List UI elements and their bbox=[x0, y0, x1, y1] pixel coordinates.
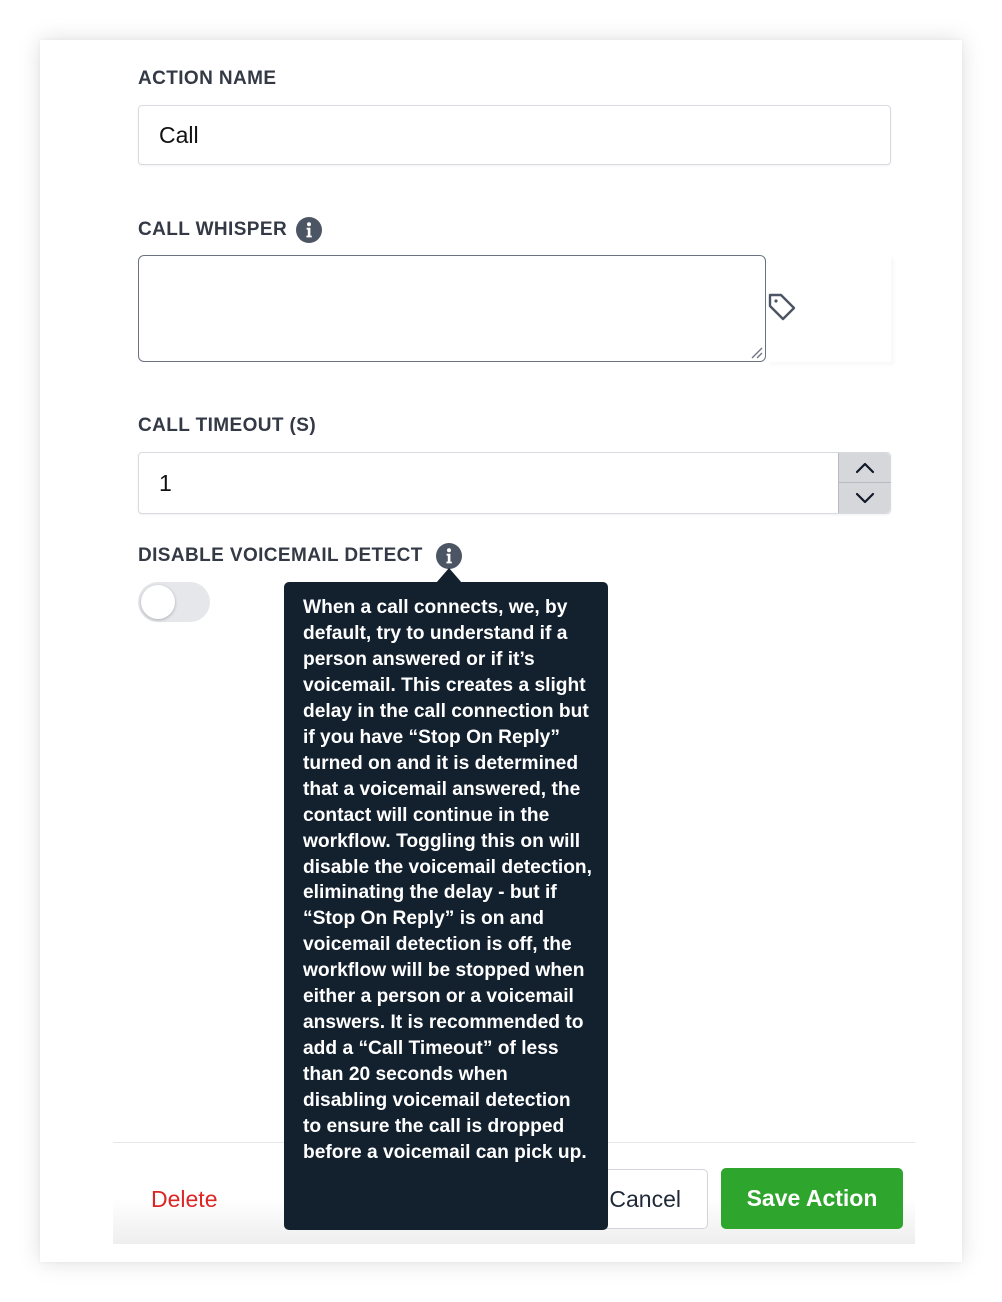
delete-button[interactable]: Delete bbox=[151, 1186, 218, 1212]
number-stepper bbox=[838, 453, 890, 513]
disable-voicemail-detect-label: DISABLE VOICEMAIL DETECT bbox=[138, 545, 423, 566]
stepper-down-button[interactable] bbox=[839, 483, 891, 513]
call-timeout-value: 1 bbox=[159, 470, 172, 496]
tag-icon[interactable] bbox=[766, 291, 798, 323]
chevron-up-icon bbox=[855, 462, 875, 474]
merge-tag-area bbox=[766, 255, 891, 362]
disable-voicemail-detect-toggle[interactable] bbox=[138, 582, 210, 622]
voicemail-detect-tooltip: When a call connects, we, by default, try to understand if a person answered or if it’s voicemail. This creates a slight delay in the call connection but if you have “Stop On Reply” turned on and it is determined that a voicemail answered, the contact will continue in the workflow. Toggling this on will disable the voicemail detection, eliminating the delay - but if “Stop On Reply” is on and voicemail detection is off, the workflow will be stopped when either a person or a voicemail answers. It is recommended to add a “Call Timeout” of less than 20 seconds when disabling voicemail detection to ensure the call is dropped before a voicemail can pick up. bbox=[284, 582, 608, 1230]
call-timeout-label: CALL TIMEOUT (S) bbox=[138, 415, 317, 436]
stepper-up-button[interactable] bbox=[839, 453, 891, 483]
call-timeout-input[interactable] bbox=[138, 452, 891, 514]
info-icon[interactable] bbox=[296, 217, 322, 243]
call-whisper-textarea[interactable] bbox=[138, 255, 766, 362]
info-icon[interactable] bbox=[436, 543, 462, 569]
action-name-label: ACTION NAME bbox=[138, 68, 277, 89]
chevron-down-icon bbox=[855, 492, 875, 504]
action-name-input[interactable]: Call bbox=[138, 105, 891, 165]
save-action-button[interactable]: Save Action bbox=[721, 1168, 903, 1229]
toggle-knob bbox=[141, 585, 175, 619]
call-whisper-label: CALL WHISPER bbox=[138, 219, 288, 240]
cancel-button[interactable]: Cancel bbox=[540, 1169, 708, 1229]
tooltip-arrow bbox=[436, 568, 462, 583]
resize-grip-icon[interactable] bbox=[749, 345, 763, 359]
